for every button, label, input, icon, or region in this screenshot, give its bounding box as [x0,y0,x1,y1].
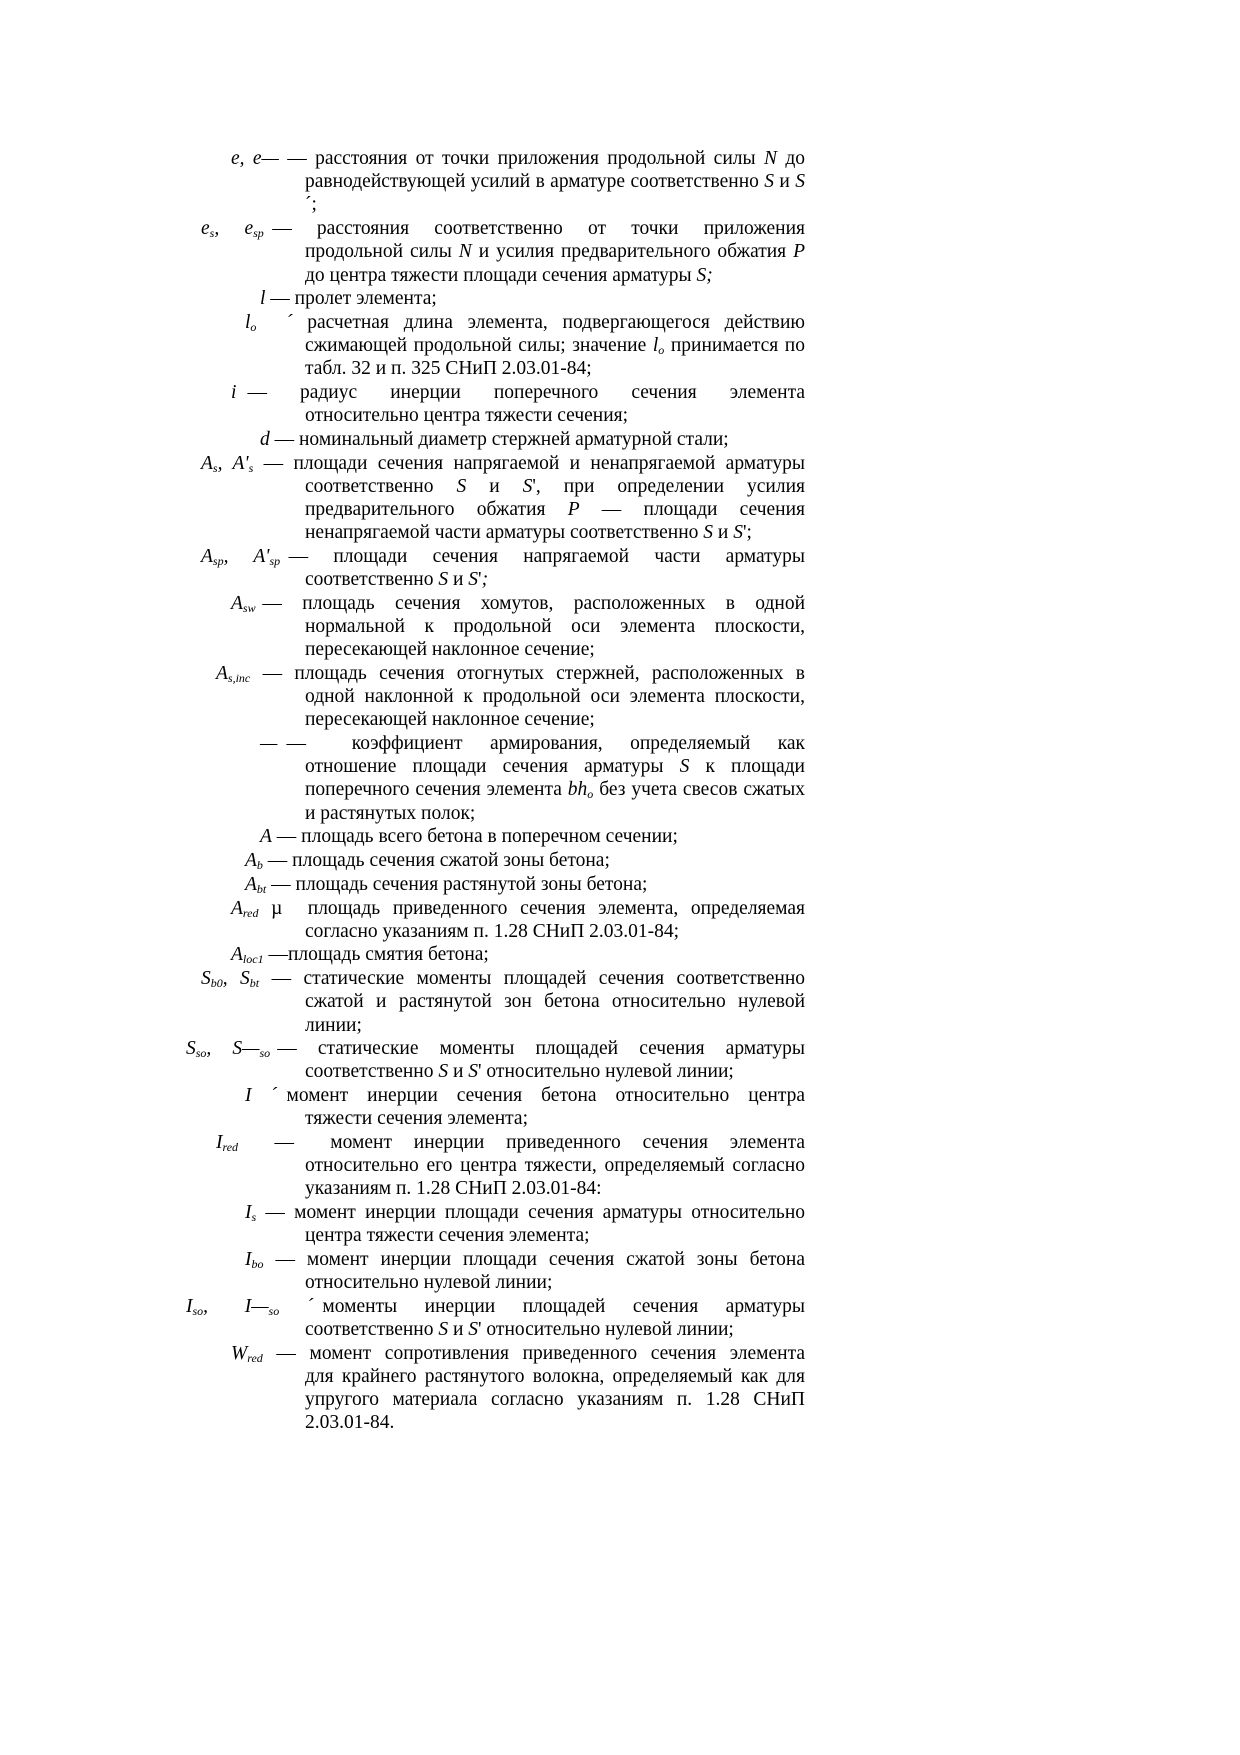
symbol: A [260,826,272,848]
definition-text: — площадь сечения растянутой зоны бетона; [271,873,648,895]
symbol: $A_{bt}$ [245,873,267,896]
definition-continuation: тяжести сечения элемента; [305,1108,528,1130]
symbol: $I_{so}$, $I—_{so}$ ´ [186,1295,314,1318]
definition-first-line [231,943,805,966]
definition-entry [0,1131,1240,1201]
definition-entry [0,1084,1240,1130]
symbol: l [260,288,266,310]
definition-continuation: относительно центра тяжести сечения; [305,405,629,427]
definition-continuation: для крайнего растянутого волокна, определяемый как для упругого материала согласно указаниям п. 1.28 СНиП 2.03.01-84. [305,1366,805,1434]
definition-text: — площади сечения напрягаемой части арматуры [288,545,805,567]
definition-entry [0,1037,1240,1083]
definition-first-line [245,1248,805,1271]
symbol: $I_s$ [245,1202,257,1225]
definition-first-line [186,1295,805,1318]
symbol: $A_{red}$ [231,897,259,920]
definition-first-line [231,1342,805,1365]
definition-entry [0,217,1240,287]
symbol: $W_{red}$ [231,1342,263,1365]
definition-first-line [231,147,805,170]
definition-entry [0,1295,1240,1341]
definition-text: —площадь смятия бетона; [268,944,489,966]
definition-text: — площадь сечения сжатой зоны бетона; [267,850,610,872]
symbol: $A_{sp}$, $A'_{sp}$ [201,545,281,568]
definition-continuation: относительно его центра тяжести, определяемый согласно указаниям п. 1.28 СНиП 2.03.01-84: [305,1155,805,1200]
definition-continuation: соответственно S и S' относительно нулевой линии; [305,1319,734,1341]
definition-first-line [260,825,805,848]
definition-first-line [245,873,805,896]
definition-first-line [216,662,805,685]
definition-continuation: одной наклонной к продольной оси элемента плоскости, пересекающей наклонное сечение; [305,686,805,731]
definition-text: момент инерции сечения бетона относительно центра [286,1085,805,1107]
definition-text: µ площадь приведенного сечения элемента, определяемая [271,897,806,919]
definition-text: — статические моменты площадей сечения арматуры [277,1038,806,1060]
definition-first-line [245,1084,805,1107]
definition-first-line [231,897,805,920]
notation-list [0,147,1240,1435]
definition-text: — момент инерции площади сечения арматуры относительно [265,1202,805,1224]
definition-continuation: продольной силы N и усилия предварительного обжатия P до центра тяжести площади сечения арматуры S; [305,241,805,286]
symbol: $I_{red}$ [216,1132,239,1155]
symbol: $S_{so}$, $S—_{so}$ [186,1038,271,1061]
definition-entry [0,967,1240,1037]
definition-text: — площади сечения напрягаемой и ненапрягаемой арматуры [263,452,806,474]
definition-text: — площадь сечения хомутов, расположенных в одной [262,592,806,614]
definition-first-line [216,1131,805,1154]
symbol: $I_{bo}$ [245,1249,264,1272]
definition-first-line [201,452,805,475]
definition-text: — расстояния соответственно от точки приложения [272,218,806,240]
definition-first-line [201,967,805,990]
definition-continuation: сжимающей продольной силы; значение $l_o$ принимается по табл. 32 и п. 325 СНиП 2.03.01-84; [305,335,805,380]
definition-entry [0,381,1240,427]
definition-continuation: нормальной к продольной оси элемента плоскости, пересекающей наклонное сечение; [305,616,805,661]
definition-entry [0,545,1240,591]
symbol: i [231,382,237,404]
definition-continuation: сжатой и растянутой зон бетона относительно нулевой линии; [305,991,805,1036]
definition-text: — радиус инерции поперечного сечения элемента [247,382,805,404]
definition-entry [0,825,1240,848]
definition-text: расчетная длина элемента, подвергающегося действию [307,311,805,333]
definition-first-line [231,592,805,615]
definition-first-line [201,545,805,568]
definition-first-line [245,849,805,872]
definition-text: — момент инерции площади сечения сжатой зоны бетона [275,1249,806,1271]
definition-text: — площадь всего бетона в поперечном сечении; [276,826,678,848]
symbol: $S_{b0}$, $S_{bt}$ [201,968,260,991]
symbol: $A_{loc1}$ [231,944,264,967]
symbol: $e_s$, $e_{sp}$ [201,218,264,241]
definition-first-line [260,287,805,310]
definition-text: — момент инерции приведенного сечения элемента [274,1132,806,1154]
definition-continuation: соответственно S и S'; [305,569,489,591]
definition-continuation: центра тяжести сечения элемента; [305,1225,590,1247]
definition-first-line [245,311,805,334]
definition-continuation: соответственно S и S', при определении усилия предварительного обжатия P — площади сечения ненапрягаемой части арматуры соответственно S и S'; [305,475,806,544]
definition-entry [0,849,1240,872]
definition-continuation: относительно нулевой линии; [305,1272,553,1294]
definition-text: — пролет элемента; [270,288,437,310]
definition-entry [0,1248,1240,1294]
definition-entry [0,452,1240,545]
symbol: $A_b$ [245,850,263,873]
symbol: I ´ [245,1085,277,1107]
definition-text: — коэффициент армирования, определяемый как [286,733,805,755]
definition-entry [0,897,1240,943]
definition-entry [0,428,1240,451]
definition-entry [0,1201,1240,1247]
definition-entry [0,732,1240,825]
definition-text: — номинальный диаметр стержней арматурной стали; [274,428,729,450]
definition-entry [0,943,1240,966]
symbol: $A_s$, $A'_s$ [201,452,254,475]
definition-first-line [260,732,805,755]
definition-first-line [186,1037,805,1060]
definition-continuation: согласно указаниям п. 1.28 СНиП 2.03.01-84; [305,920,680,942]
definition-entry [0,873,1240,896]
definition-continuation: отношение площади сечения арматуры S к площади поперечного сечения элемента $bh_o$ без учета свесов сжатых и растянутых полок; [305,756,805,824]
definition-text: — площадь сечения отогнутых стержней, расположенных в [262,662,805,684]
definition-text: моменты инерции площадей сечения арматуры [322,1295,806,1317]
definition-first-line [260,428,805,451]
definition-entry [0,311,1240,381]
symbol: d [260,428,270,450]
definition-entry [0,147,1240,217]
symbol: $A_{sw}$ [231,592,256,615]
definition-text: — статические моменты площадей сечения соответственно [271,968,806,990]
definition-first-line [231,381,805,404]
definition-first-line [245,1201,805,1224]
definition-first-line [201,217,805,240]
symbol: — [260,733,278,755]
symbol: $l_o$ ´ [245,311,293,334]
definition-entry [0,287,1240,310]
definition-entry [0,662,1240,732]
definition-continuation: соответственно S и S' относительно нулевой линии; [305,1061,734,1083]
definition-continuation: равнодействующей усилий в арматуре соответственно S и S´; [305,171,805,216]
definition-entry [0,1342,1240,1435]
definition-text: — момент сопротивления приведенного сечения элемента [276,1342,806,1364]
symbol: $A_{s,inc}$ [216,662,251,685]
definition-text: — расстояния от точки приложения продольной силы N до [287,148,805,169]
symbol: e, e— [231,148,279,169]
definition-entry [0,592,1240,662]
